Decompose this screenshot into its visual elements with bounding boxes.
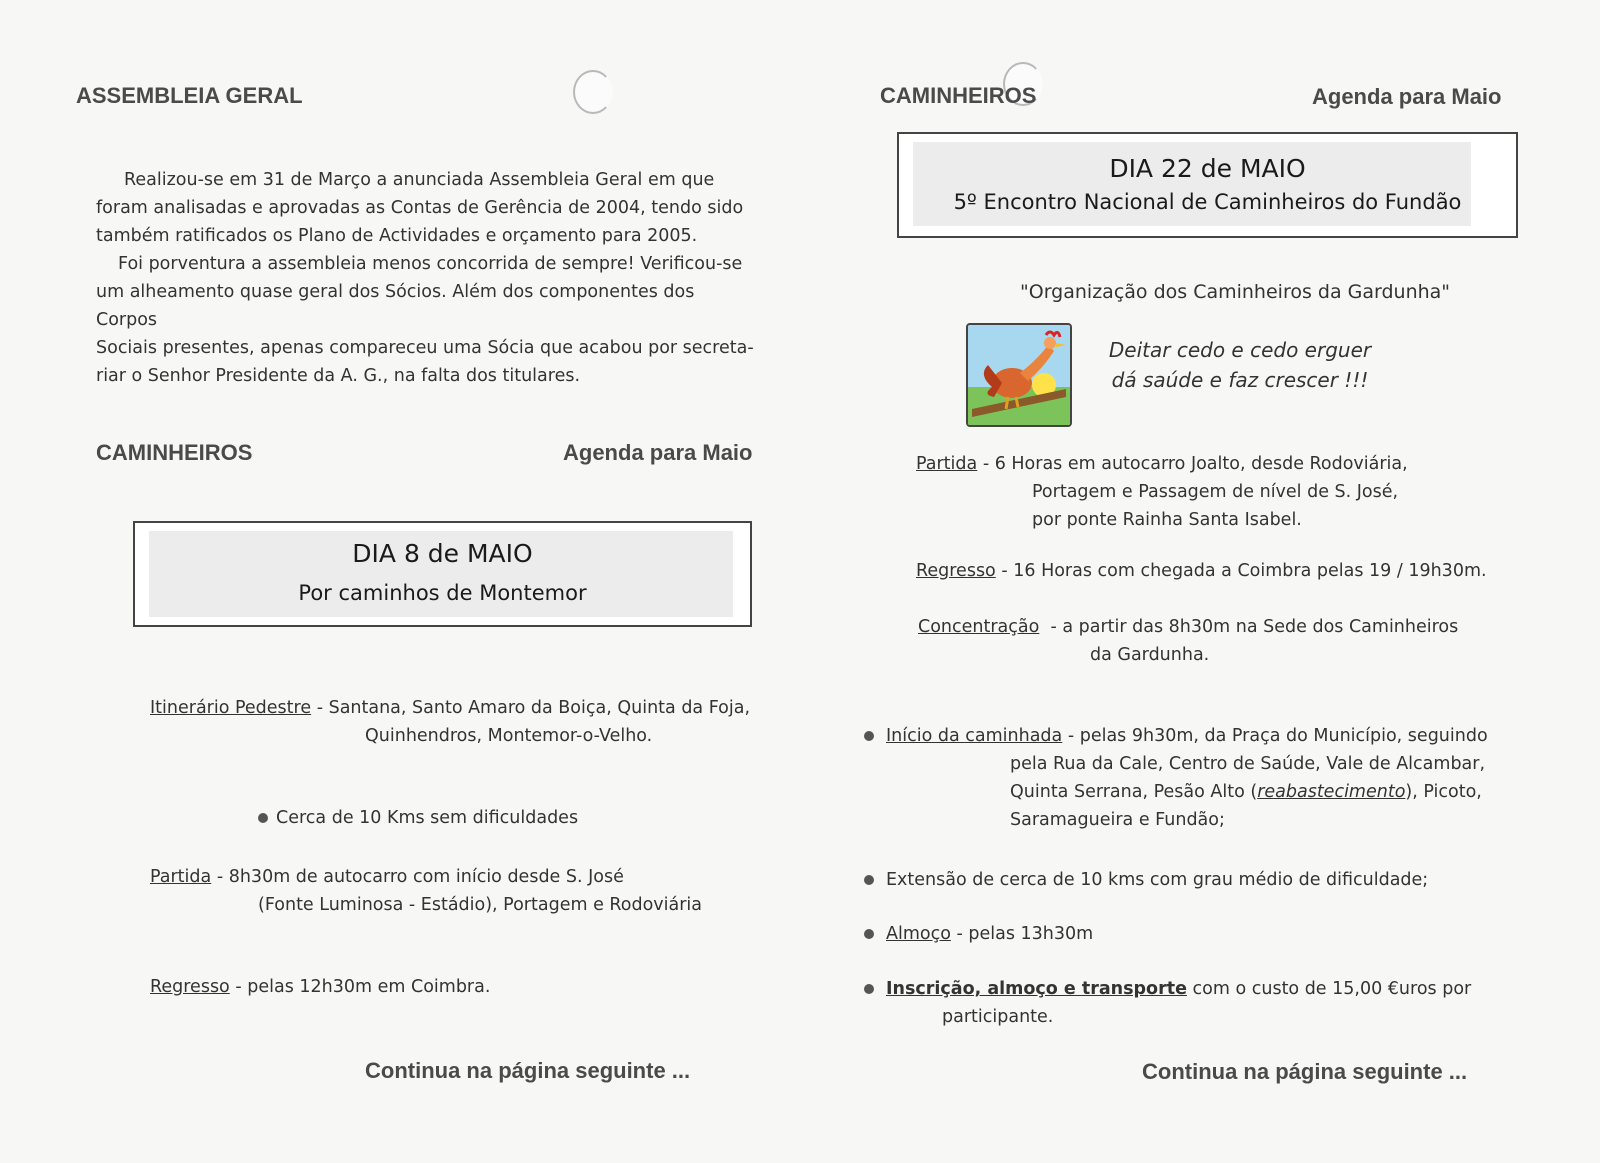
agenda-title: Agenda para Maio bbox=[1312, 84, 1502, 109]
partida-line: Portagem e Passagem de nível de S. José, bbox=[1032, 482, 1399, 502]
concentracao-label: Concentração bbox=[918, 617, 1040, 637]
assembleia-line: riar o Senhor Presidente da A. G., na falta dos titulares. bbox=[96, 366, 581, 386]
inicio-line: pela Rua da Cale, Centro de Saúde, Vale de Alcambar, bbox=[1010, 754, 1486, 774]
assembleia-line: foram analisadas e aprovadas as Contas de Gerência de 2004, tendo sido bbox=[96, 198, 744, 218]
assembleia-paragraph bbox=[96, 166, 756, 390]
caminheiros-title: CAMINHEIROS bbox=[880, 83, 1037, 108]
inscricao-text: com o custo de 15,00 €uros por bbox=[1192, 979, 1472, 999]
event-date: DIA 22 de MAIO bbox=[1109, 154, 1306, 183]
concentracao-line: da Gardunha. bbox=[1090, 645, 1210, 665]
partida-line: por ponte Rainha Santa Isabel. bbox=[1032, 510, 1302, 530]
punch-hole bbox=[573, 70, 613, 114]
bullet-icon bbox=[864, 984, 874, 994]
extensao-text: Extensão de cerca de 10 kms com grau médio de dificuldade; bbox=[886, 870, 1429, 890]
bullet-icon bbox=[864, 731, 874, 741]
inscricao-label: Inscrição, almoço e transporte bbox=[886, 979, 1187, 999]
itinerario-block bbox=[150, 694, 790, 750]
rooster-icon bbox=[966, 323, 1072, 427]
motto bbox=[1090, 335, 1390, 395]
agenda-title: Agenda para Maio bbox=[563, 440, 753, 465]
event-box bbox=[133, 521, 752, 627]
motto-line: Deitar cedo e cedo erguer bbox=[1108, 338, 1372, 362]
inicio-line: Quinta Serrana, Pesão Alto (reabastecimento), Picoto, bbox=[1010, 782, 1482, 802]
assembleia-line: Sociais presentes, apenas compareceu uma Sócia que acabou por secreta- bbox=[96, 338, 754, 358]
assembleia-line: Realizou-se em 31 de Março a anunciada Assembleia Geral em que bbox=[124, 170, 715, 190]
regresso-text: - pelas 12h30m em Coimbra. bbox=[235, 977, 491, 997]
regresso-label: Regresso bbox=[916, 561, 996, 581]
reabastecimento-note: reabastecimento bbox=[1257, 782, 1406, 802]
organizacao: "Organização dos Caminheiros da Gardunha" bbox=[1020, 281, 1451, 303]
caminheiros-title: CAMINHEIROS bbox=[96, 440, 253, 465]
regresso-block bbox=[916, 557, 1487, 585]
almoco-label: Almoço bbox=[886, 924, 951, 944]
itinerario-line: Quinhendros, Montemor-o-Velho. bbox=[365, 726, 653, 746]
almoco-text: - pelas 13h30m bbox=[956, 924, 1094, 944]
bullet-icon bbox=[258, 813, 268, 823]
inscricao-line: participante. bbox=[942, 1007, 1054, 1027]
assembleia-line: um alheamento quase geral dos Sócios. Além dos componentes dos Corpos bbox=[96, 282, 695, 330]
inicio-label: Início da caminhada bbox=[886, 726, 1063, 746]
event-subtitle: 5º Encontro Nacional de Caminheiros do Fundão bbox=[953, 190, 1462, 214]
inicio-block bbox=[864, 722, 1564, 834]
itinerario-label: Itinerário Pedestre bbox=[150, 698, 312, 718]
motto-line: dá saúde e faz crescer !!! bbox=[1111, 368, 1369, 392]
partida-label: Partida bbox=[916, 454, 978, 474]
extensao-item bbox=[864, 866, 1428, 894]
distance-text: Cerca de 10 Kms sem dificuldades bbox=[276, 808, 579, 828]
continue-note: Continua na página seguinte ... bbox=[1142, 1059, 1468, 1084]
partida-line: - 8h30m de autocarro com início desde S. José bbox=[216, 867, 624, 887]
partida-line: - 6 Horas em autocarro Joalto, desde Rodoviária, bbox=[982, 454, 1408, 474]
concentracao-line: - a partir das 8h30m na Sede dos Caminheiros bbox=[1050, 617, 1459, 637]
partida-block bbox=[916, 450, 1556, 534]
event-date: DIA 8 de MAIO bbox=[352, 539, 533, 568]
partida-line: (Fonte Luminosa - Estádio), Portagem e Rodoviária bbox=[258, 895, 703, 915]
distance-item bbox=[258, 804, 578, 832]
event-box bbox=[897, 132, 1518, 238]
itinerario-line: - Santana, Santo Amaro da Boiça, Quinta da Foja, bbox=[316, 698, 751, 718]
inscricao-item bbox=[864, 975, 1564, 1031]
concentracao-block bbox=[918, 613, 1558, 669]
partida-label: Partida bbox=[150, 867, 212, 887]
assembleia-line: Foi porventura a assembleia menos concorrida de sempre! Verificou-se bbox=[118, 254, 743, 274]
assembleia-line: também ratificados os Plano de Actividades e orçamento para 2005. bbox=[96, 226, 698, 246]
continue-note: Continua na página seguinte ... bbox=[365, 1058, 691, 1083]
inicio-line: Saramagueira e Fundão; bbox=[1010, 810, 1225, 830]
assembleia-title: ASSEMBLEIA GERAL bbox=[76, 83, 303, 108]
bullet-icon bbox=[864, 929, 874, 939]
bullet-icon bbox=[864, 875, 874, 885]
regresso-label: Regresso bbox=[150, 977, 230, 997]
almoco-item bbox=[864, 920, 1093, 948]
regresso-text: - 16 Horas com chegada a Coimbra pelas 19 / 19h30m. bbox=[1001, 561, 1487, 581]
event-subtitle: Por caminhos de Montemor bbox=[298, 581, 587, 605]
inicio-line: - pelas 9h30m, da Praça do Município, seguindo bbox=[1067, 726, 1488, 746]
partida-block bbox=[150, 863, 770, 919]
regresso-block bbox=[150, 973, 490, 1001]
